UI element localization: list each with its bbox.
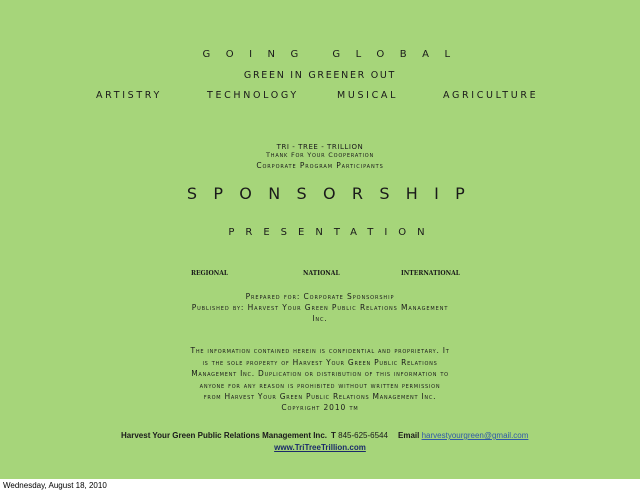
confidentiality-line: anyone for any reason is prohibited without written permission	[199, 380, 441, 390]
category-musical: MUSICAL	[337, 90, 399, 101]
category-agriculture: AGRICULTURE	[443, 90, 539, 101]
company-name: TRI - TREE - TRILLION	[276, 143, 364, 151]
confidentiality-line: from Harvest Your Green Public Relations Management Inc.	[203, 392, 437, 402]
footer-phone	[331, 431, 388, 440]
confidentiality-line: The information contained herein is confidential and proprietary. It	[190, 346, 450, 355]
main-title: SPONSORSHIP	[186, 184, 482, 203]
category-technology: TECHNOLOGY	[207, 90, 299, 101]
confidentiality-line: is the sole property of Harvest Your Green Public Relations	[202, 357, 438, 367]
published-by-inc: Inc.	[312, 314, 328, 323]
thanks-line: Thank For Your Cooperation	[266, 151, 374, 159]
email-link[interactable]: harvestyourgreen@gmail.com	[421, 431, 529, 440]
tagline: GREEN IN GREENER OUT	[243, 70, 397, 81]
sub-title: PRESENTATION	[228, 227, 436, 238]
website-row	[0, 443, 640, 452]
email-label: Email	[398, 431, 420, 440]
footer-company: Harvest Your Green Public Relations Management Inc.	[121, 431, 327, 440]
phone-number: 845-625-6544	[338, 431, 388, 440]
confidentiality-line: Management Inc. Duplication or distribution of this information to	[191, 369, 449, 379]
level-national: NATIONAL	[303, 270, 340, 277]
website-link[interactable]: www.TriTreeTrillion.com	[274, 443, 366, 452]
published-by: Published by: Harvest Your Green Public Relations Management	[191, 303, 449, 312]
footer-email	[398, 431, 528, 440]
level-international: INTERNATIONAL	[401, 270, 460, 277]
prepared-for: Prepared for: Corporate Sponsorship	[245, 292, 395, 301]
program-line: Corporate Program Participants	[256, 161, 384, 170]
level-regional: REGIONAL	[191, 270, 229, 277]
going-global-heading: GOING GLOBAL	[202, 49, 466, 60]
date-stamp: Wednesday, August 18, 2010	[3, 481, 107, 490]
copyright: Copyright 2010 tm	[281, 403, 359, 412]
confidentiality-notice	[0, 345, 640, 403]
category-artistry: ARTISTRY	[96, 90, 162, 101]
phone-label: T	[331, 431, 336, 440]
